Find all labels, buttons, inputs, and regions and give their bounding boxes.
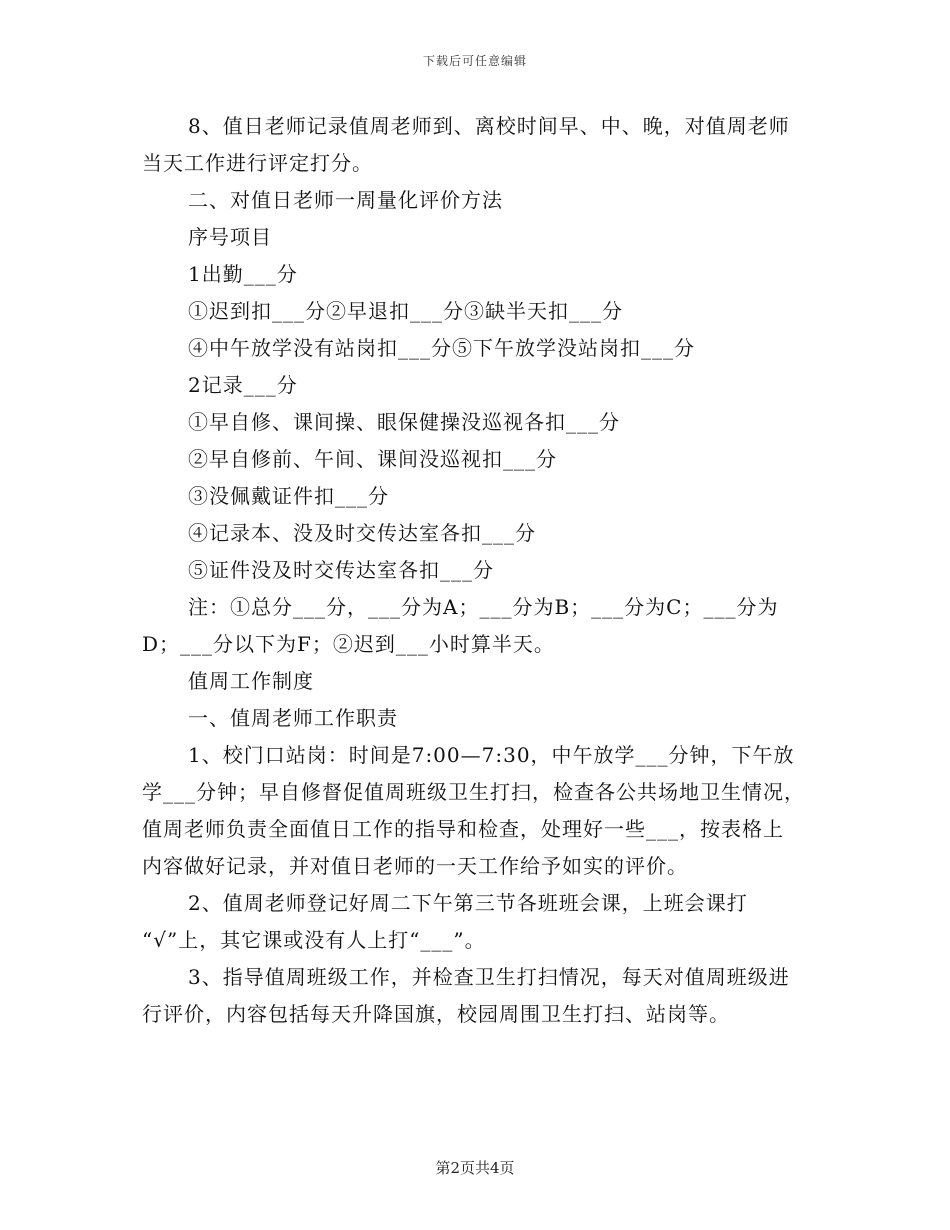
paragraph-line: 8、值日老师记录值周老师到、离校时间早、中、晚，对值周老师 [188, 114, 790, 138]
paragraph-line: ①迟到扣___分②早退扣___分③缺半天扣___分 [188, 299, 623, 323]
paragraph-line: 学___分钟；早自修督促值周班级卫生打扫，检查各公共场地卫生情况， [142, 780, 805, 804]
paragraph-line: D；___分以下为F；②迟到___小时算半天。 [142, 632, 555, 656]
paragraph-line: ⑤证件没及时交传达室各扣___分 [188, 558, 494, 582]
paragraph-line: 一、值周老师工作职责 [188, 706, 398, 730]
paragraph-line: 3、指导值周班级工作，并检查卫生打扫情况，每天对值周班级进 [188, 965, 790, 989]
paragraph-line: ④中午放学没有站岗扣___分⑤下午放学没站岗扣___分 [188, 336, 695, 360]
paragraph-line: 内容做好记录，并对值日老师的一天工作给予如实的评价。 [142, 854, 688, 878]
paragraph-line: ①早自修、课间操、眼保健操没巡视各扣___分 [188, 410, 620, 434]
paragraph-line: 行评价，内容包括每天升降国旗，校园周围卫生打扫、站岗等。 [142, 1002, 730, 1026]
paragraph-line: ②早自修前、午间、课间没巡视扣___分 [188, 447, 557, 471]
paragraph-line: “√”上，其它课或没有人上打“___”。 [142, 928, 486, 952]
paragraph-line: ③没佩戴证件扣___分 [188, 484, 389, 508]
paragraph-line: 当天工作进行评定打分。 [142, 151, 373, 175]
paragraph-line: ④记录本、没及时交传达室各扣___分 [188, 521, 536, 545]
paragraph-line: 2、值周老师登记好周二下午第三节各班班会课，上班会课打 [188, 891, 748, 915]
paragraph-line: 1、校门口站岗：时间是7:00—7:30，中午放学___分钟，下午放 [188, 743, 795, 767]
paragraph-line: 值周工作制度 [188, 669, 314, 693]
paragraph-line: 2记录___分 [188, 373, 298, 397]
paragraph-line: 值周老师负责全面值日工作的指导和检查，处理好一些___，按表格上 [142, 817, 784, 841]
page-header: 下载后可任意编辑 [422, 54, 527, 68]
paragraph-line: 序号项目 [188, 225, 272, 249]
paragraph-line: 注：①总分___分，___分为A；___分为B；___分为C；___分为 [188, 595, 779, 619]
document-body [142, 108, 822, 1033]
paragraph-line: 1出勤___分 [188, 262, 298, 286]
paragraph-line: 二、对值日老师一周量化评价方法 [188, 188, 503, 212]
page-number: 第2页共4页 [435, 1159, 515, 1177]
